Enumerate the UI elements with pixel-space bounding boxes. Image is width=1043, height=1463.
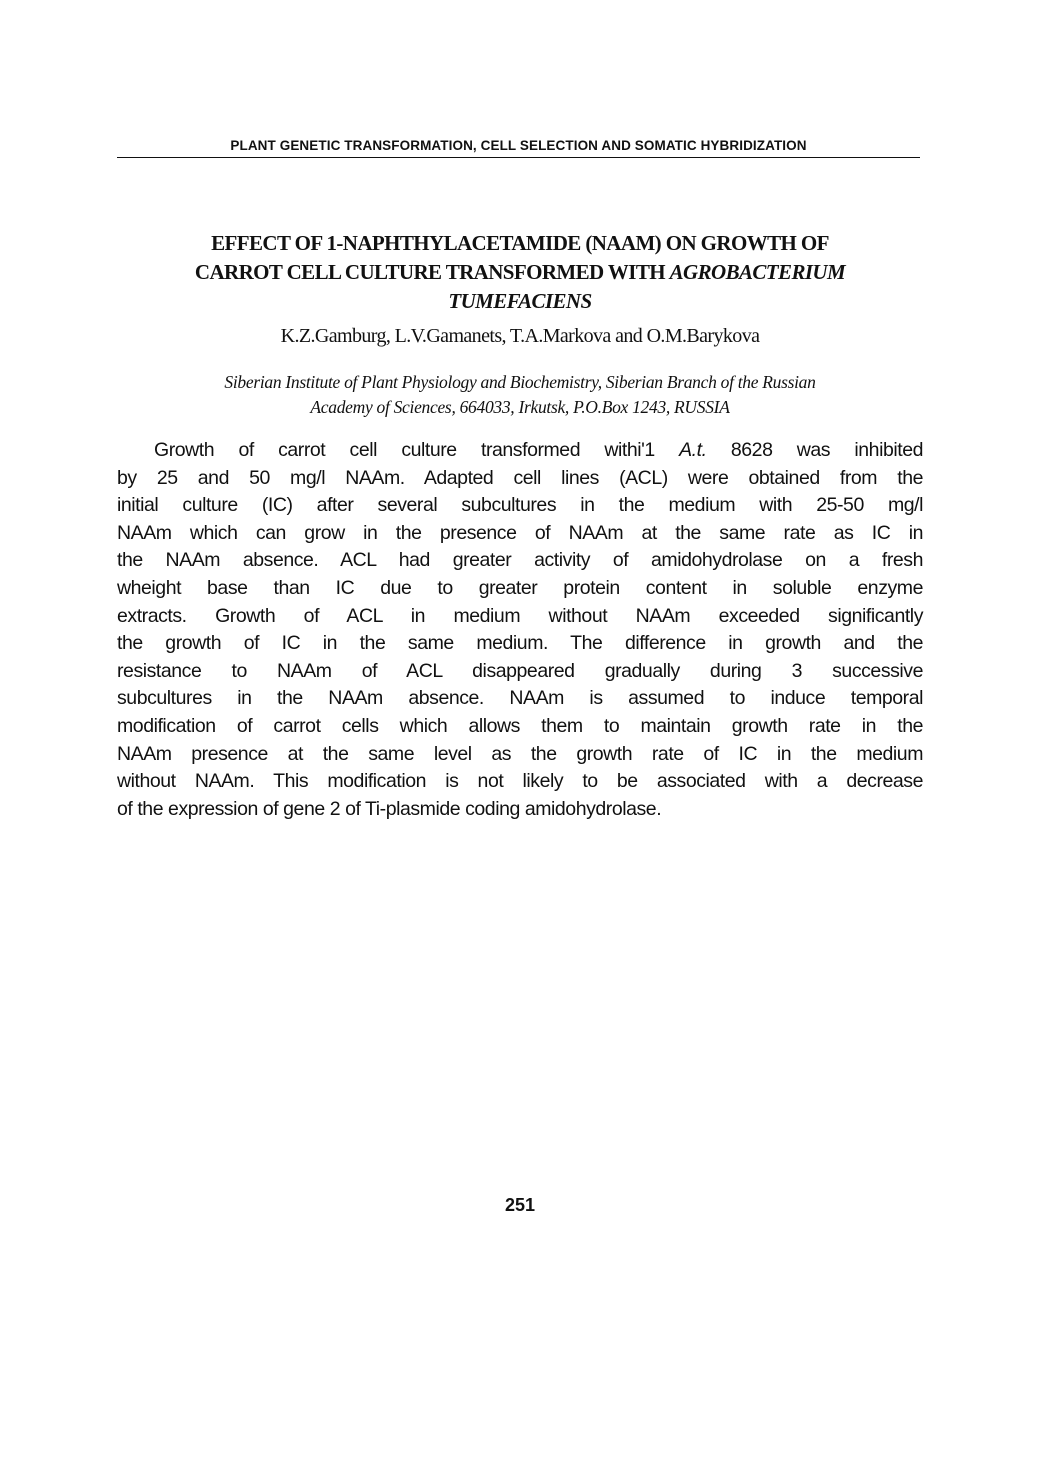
page-number: 251 [504, 1195, 536, 1215]
abstract-line-3: initial culture (IC) after several subcultures in the medium with 25-50 mg/l [117, 494, 923, 517]
abstract-line-1 [117, 437, 923, 465]
abstract-line-14: of the expression of gene 2 of Ti-plasmide coding amidohydrolase. [117, 797, 662, 820]
affiliation-line-2: Academy of Sciences, 664033, Irkutsk, P.O.Box 1243, RUSSIA [310, 397, 730, 417]
running-header: PLANT GENETIC TRANSFORMATION, CELL SELECTION AND SOMATIC HYBRIDIZATION [230, 138, 807, 153]
abstract-line-5: the NAAm absence. ACL had greater activity of amidohydrolase on a fresh [117, 549, 923, 572]
title-line-3: TUMEFACIENS [448, 289, 592, 313]
abstract-line-11: modification of carrot cells which allows them to maintain growth rate in the [117, 714, 923, 737]
abstract-line-6: wheight base than IC due to greater protein content in soluble enzyme [117, 576, 923, 599]
abstract-line-13: without NAAm. This modification is not likely to be associated with a decrease [117, 770, 923, 793]
title-line-2-italic: AGROBACTERIUM [669, 260, 846, 284]
abstract-body [117, 437, 923, 823]
abstract-line-1-start: Growth of carrot cell culture transformed withi'1 [154, 439, 680, 461]
abstract-line-4: NAAm which can grow in the presence of NAAm at the same rate as IC in [117, 521, 923, 544]
article-title [120, 229, 920, 316]
authors: K.Z.Gamburg, L.V.Gamanets, T.A.Markova and O.M.Barykova [280, 325, 760, 347]
abstract-line-10: subcultures in the NAAm absence. NAAm is assumed to induce temporal [117, 687, 923, 710]
abstract-line-1-end: 8628 was inhibited [706, 439, 923, 461]
abstract-line-12: NAAm presence at the same level as the growth rate of IC in the medium [117, 742, 923, 765]
abstract-line-7: extracts. Growth of ACL in medium without NAAm exceeded significantly [117, 604, 923, 627]
affiliation [120, 370, 920, 420]
title-line-2: CARROT CELL CULTURE TRANSFORMED WITH [194, 260, 670, 284]
title-line-1: EFFECT OF 1-NAPHTHYLACETAMIDE (NAAM) ON GROWTH OF [211, 231, 829, 255]
affiliation-line-1: Siberian Institute of Plant Physiology and Biochemistry, Siberian Branch of the Russian [224, 372, 816, 392]
header-rule [117, 157, 920, 158]
abstract-line-9: resistance to NAAm of ACL disappeared gradually during 3 successive [117, 659, 923, 682]
abstract-line-1-italic: A.t. [679, 439, 707, 461]
abstract-line-8: the growth of IC in the same medium. The difference in growth and the [117, 632, 923, 655]
abstract-line-2: by 25 and 50 mg/l NAAm. Adapted cell lines (ACL) were obtained from the [117, 466, 923, 489]
